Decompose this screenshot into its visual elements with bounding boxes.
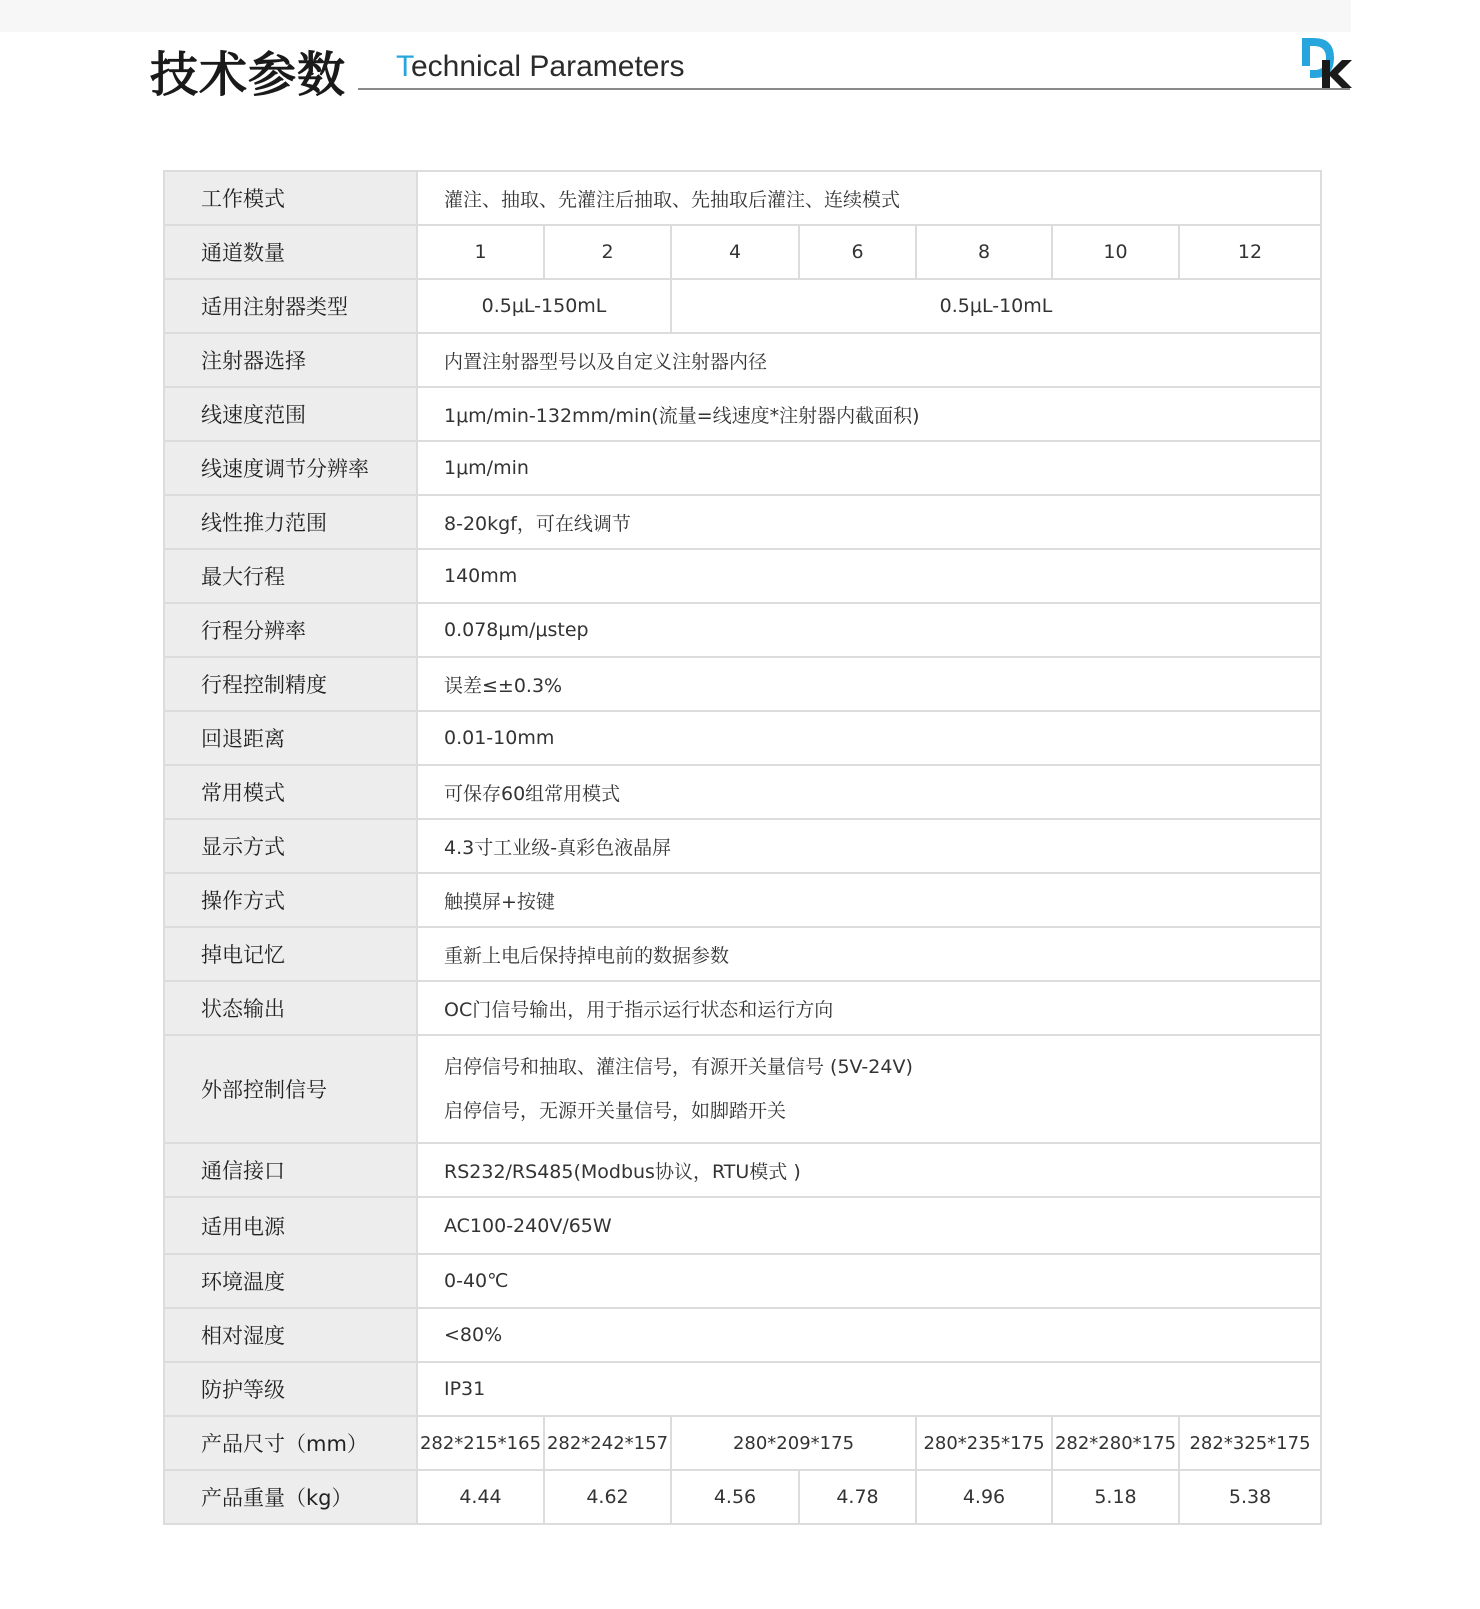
channel-cell: 12 <box>1179 225 1321 279</box>
row-label: 线速度范围 <box>164 387 417 441</box>
row-value: 1μm/min-132mm/min(流量=线速度*注射器内截面积) <box>417 387 1321 441</box>
table-row <box>164 1197 1321 1254</box>
weight-cell: 4.62 <box>544 1470 671 1524</box>
table-row <box>164 333 1321 387</box>
row-label: 状态输出 <box>164 981 417 1035</box>
row-value: IP31 <box>417 1362 1321 1416</box>
channel-cell: 6 <box>799 225 916 279</box>
row-label: 产品尺寸（mm） <box>164 1416 417 1470</box>
table-row <box>164 927 1321 981</box>
row-value: AC100-240V/65W <box>417 1197 1321 1254</box>
syringe-range-cell: 0.5μL-10mL <box>671 279 1321 333</box>
row-label: 工作模式 <box>164 171 417 225</box>
row-value: <80% <box>417 1308 1321 1362</box>
size-cell: 282*242*157 <box>544 1416 671 1470</box>
table-row <box>164 225 1321 279</box>
top-bar <box>0 0 1351 32</box>
channel-cell: 8 <box>916 225 1052 279</box>
row-value: 4.3寸工业级-真彩色液晶屏 <box>417 819 1321 873</box>
subtitle-initial: T <box>396 50 411 83</box>
title-divider <box>358 88 1350 90</box>
table-row <box>164 603 1321 657</box>
row-label: 适用注射器类型 <box>164 279 417 333</box>
row-value: 0.01-10mm <box>417 711 1321 765</box>
row-label: 通信接口 <box>164 1143 417 1197</box>
weight-cell: 4.78 <box>799 1470 916 1524</box>
row-value: 0.078μm/μstep <box>417 603 1321 657</box>
ext-control-line-2: 启停信号，无源开关量信号，如脚踏开关 <box>444 1100 787 1122</box>
row-value <box>417 1035 1321 1143</box>
table-row <box>164 171 1321 225</box>
row-label: 适用电源 <box>164 1197 417 1254</box>
row-value: 内置注射器型号以及自定义注射器内径 <box>417 333 1321 387</box>
table-row <box>164 1035 1321 1143</box>
table-row <box>164 279 1321 333</box>
row-value: 8-20kgf，可在线调节 <box>417 495 1321 549</box>
page-title: 技术参数 <box>150 47 347 103</box>
weight-cell: 4.56 <box>671 1470 799 1524</box>
row-label: 最大行程 <box>164 549 417 603</box>
table-row <box>164 387 1321 441</box>
row-label: 产品重量（kg） <box>164 1470 417 1524</box>
row-label: 掉电记忆 <box>164 927 417 981</box>
table-row <box>164 1470 1321 1524</box>
row-label: 防护等级 <box>164 1362 417 1416</box>
table-row <box>164 711 1321 765</box>
ext-control-line-1: 启停信号和抽取、灌注信号，有源开关量信号 (5V-24V) <box>444 1056 913 1078</box>
row-label: 显示方式 <box>164 819 417 873</box>
table-row <box>164 1254 1321 1308</box>
table-row <box>164 1416 1321 1470</box>
table-row <box>164 657 1321 711</box>
row-label: 常用模式 <box>164 765 417 819</box>
weight-cell: 5.18 <box>1052 1470 1179 1524</box>
row-value: 重新上电后保持掉电前的数据参数 <box>417 927 1321 981</box>
channel-cell: 1 <box>417 225 544 279</box>
table-row <box>164 981 1321 1035</box>
size-cell: 282*325*175 <box>1179 1416 1321 1470</box>
dk-logo <box>1300 36 1352 90</box>
size-cell: 280*209*175 <box>671 1416 916 1470</box>
row-value: OC门信号输出，用于指示运行状态和运行方向 <box>417 981 1321 1035</box>
row-value: 误差≤±0.3% <box>417 657 1321 711</box>
row-value: 1μm/min <box>417 441 1321 495</box>
page-subtitle <box>396 50 684 84</box>
table-row <box>164 1362 1321 1416</box>
row-value: 灌注、抽取、先灌注后抽取、先抽取后灌注、连续模式 <box>417 171 1321 225</box>
subtitle-rest: echnical Parameters <box>411 50 685 83</box>
weight-cell: 5.38 <box>1179 1470 1321 1524</box>
row-label: 操作方式 <box>164 873 417 927</box>
table-row <box>164 765 1321 819</box>
weight-cell: 4.44 <box>417 1470 544 1524</box>
table-row <box>164 549 1321 603</box>
table-row <box>164 441 1321 495</box>
size-cell: 280*235*175 <box>916 1416 1052 1470</box>
row-label: 线速度调节分辨率 <box>164 441 417 495</box>
weight-cell: 4.96 <box>916 1470 1052 1524</box>
row-label: 注射器选择 <box>164 333 417 387</box>
channel-cell: 2 <box>544 225 671 279</box>
row-label: 相对湿度 <box>164 1308 417 1362</box>
row-value: 140mm <box>417 549 1321 603</box>
table-row <box>164 1308 1321 1362</box>
row-label: 行程控制精度 <box>164 657 417 711</box>
row-label: 外部控制信号 <box>164 1035 417 1143</box>
row-value: RS232/RS485(Modbus协议，RTU模式 ) <box>417 1143 1321 1197</box>
row-label: 行程分辨率 <box>164 603 417 657</box>
table-row <box>164 1143 1321 1197</box>
size-cell: 282*215*165 <box>417 1416 544 1470</box>
channel-cell: 10 <box>1052 225 1179 279</box>
row-value: 0-40℃ <box>417 1254 1321 1308</box>
row-label: 回退距离 <box>164 711 417 765</box>
table-row <box>164 819 1321 873</box>
channel-cell: 4 <box>671 225 799 279</box>
table-row <box>164 873 1321 927</box>
row-value: 触摸屏+按键 <box>417 873 1321 927</box>
size-cell: 282*280*175 <box>1052 1416 1179 1470</box>
table-row <box>164 495 1321 549</box>
syringe-range-cell: 0.5μL-150mL <box>417 279 671 333</box>
row-label: 线性推力范围 <box>164 495 417 549</box>
spec-table <box>163 170 1322 1525</box>
row-label: 通道数量 <box>164 225 417 279</box>
row-value: 可保存60组常用模式 <box>417 765 1321 819</box>
row-label: 环境温度 <box>164 1254 417 1308</box>
